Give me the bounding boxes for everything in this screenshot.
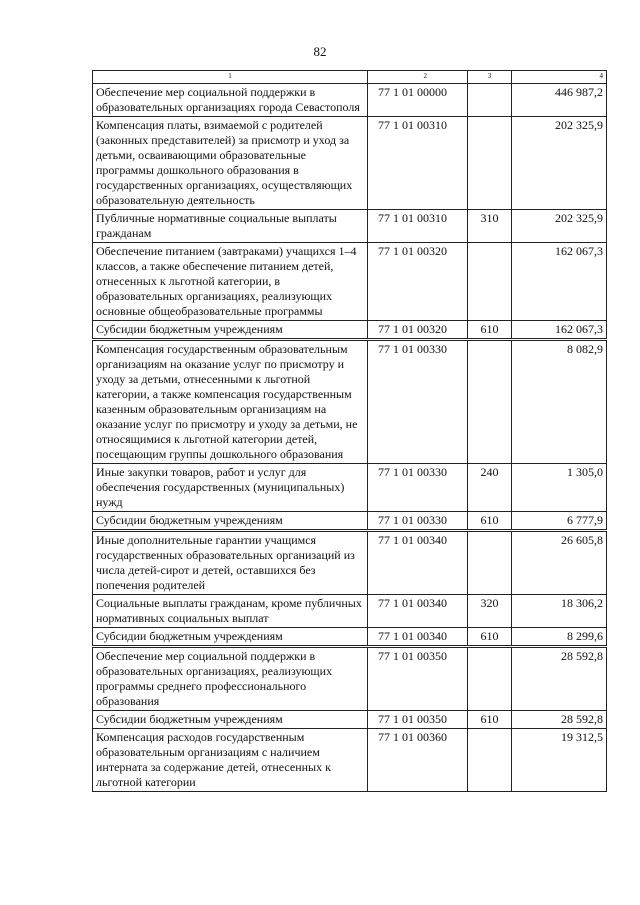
table-row	[93, 243, 607, 321]
row-name: Обеспечение мер социальной поддержки в образовательных организациях, реализующих программы среднего профессионального образования	[93, 647, 368, 711]
row-name: Субсидии бюджетным учреждениям	[93, 628, 368, 647]
row-code: 77 1 01 00360	[368, 729, 468, 792]
row-code: 77 1 01 00330	[368, 340, 468, 464]
table-row	[93, 464, 607, 512]
row-amount: 8 082,9	[512, 340, 607, 464]
budget-table	[92, 70, 607, 792]
row-name: Иные дополнительные гарантии учащимся государственных образовательных организаций из числа детей-сирот и детей, оставшихся без попечения родителей	[93, 531, 368, 595]
table-row	[93, 729, 607, 792]
row-type: 610	[468, 321, 512, 340]
header-col-3: 3	[468, 71, 512, 84]
row-amount: 1 305,0	[512, 464, 607, 512]
row-code: 77 1 01 00320	[368, 321, 468, 340]
row-amount: 162 067,3	[512, 321, 607, 340]
row-type: 240	[468, 464, 512, 512]
row-type	[468, 84, 512, 117]
row-name: Компенсация платы, взимаемой с родителей (законных представителей) за присмотр и уход за детьми, осваивающими образовательные программы дошкольного образования в государственных организациях, осуществляющих образовательную деятельность	[93, 117, 368, 210]
row-type: 610	[468, 512, 512, 531]
row-amount: 446 987,2	[512, 84, 607, 117]
row-name: Компенсация государственным образовательным организациям на оказание услуг по присмотру и уходу за детьми, отнесенными к льготной категории, а также компенсация государственным казенным образовательным организациям на оказание услуг по присмотру и уходу за детьми, не относящимися к льготной категории детей, посещающим группы дошкольного образования	[93, 340, 368, 464]
row-amount: 202 325,9	[512, 117, 607, 210]
row-type	[468, 647, 512, 711]
row-amount: 162 067,3	[512, 243, 607, 321]
header-col-1: 1	[93, 71, 368, 84]
row-name: Обеспечение питанием (завтраками) учащихся 1–4 классов, а также обеспечение питанием детей, отнесенных к льготной категории, в образовательных организациях, реализующих основные общеобразовательные программы	[93, 243, 368, 321]
table-row	[93, 628, 607, 647]
row-code: 77 1 01 00310	[368, 210, 468, 243]
table-row	[93, 531, 607, 595]
header-col-2: 2	[368, 71, 468, 84]
row-name: Субсидии бюджетным учреждениям	[93, 512, 368, 531]
row-name: Обеспечение мер социальной поддержки в образовательных организациях города Севастополя	[93, 84, 368, 117]
row-name: Социальные выплаты гражданам, кроме публичных нормативных социальных выплат	[93, 595, 368, 628]
row-name: Иные закупки товаров, работ и услуг для обеспечения государственных (муниципальных) нужд	[93, 464, 368, 512]
row-amount: 8 299,6	[512, 628, 607, 647]
row-code: 77 1 01 00340	[368, 628, 468, 647]
row-name: Субсидии бюджетным учреждениям	[93, 711, 368, 729]
table-row	[93, 711, 607, 729]
table-row	[93, 647, 607, 711]
row-amount: 6 777,9	[512, 512, 607, 531]
row-type	[468, 117, 512, 210]
row-code: 77 1 01 00330	[368, 512, 468, 531]
row-type	[468, 729, 512, 792]
table-row	[93, 321, 607, 340]
row-type: 320	[468, 595, 512, 628]
table-row	[93, 340, 607, 464]
row-type: 610	[468, 628, 512, 647]
row-code: 77 1 01 00340	[368, 595, 468, 628]
row-name: Публичные нормативные социальные выплаты гражданам	[93, 210, 368, 243]
row-name: Субсидии бюджетным учреждениям	[93, 321, 368, 340]
table-row	[93, 210, 607, 243]
table-header-row	[93, 71, 607, 84]
row-code: 77 1 01 00350	[368, 711, 468, 729]
page-number: 82	[313, 44, 327, 59]
row-code: 77 1 01 00000	[368, 84, 468, 117]
row-type: 310	[468, 210, 512, 243]
row-code: 77 1 01 00320	[368, 243, 468, 321]
table-row	[93, 595, 607, 628]
row-amount: 28 592,8	[512, 647, 607, 711]
header-col-4: 4	[512, 71, 607, 84]
row-code: 77 1 01 00350	[368, 647, 468, 711]
row-code: 77 1 01 00310	[368, 117, 468, 210]
row-code: 77 1 01 00340	[368, 531, 468, 595]
row-type	[468, 531, 512, 595]
row-name: Компенсация расходов государственным образовательным организациям с наличием интерната за содержание детей, отнесенных к льготной категории	[93, 729, 368, 792]
table-row	[93, 84, 607, 117]
row-amount: 19 312,5	[512, 729, 607, 792]
row-amount: 26 605,8	[512, 531, 607, 595]
table-row	[93, 512, 607, 531]
row-type	[468, 340, 512, 464]
table-row	[93, 117, 607, 210]
row-amount: 202 325,9	[512, 210, 607, 243]
row-code: 77 1 01 00330	[368, 464, 468, 512]
row-amount: 28 592,8	[512, 711, 607, 729]
row-type	[468, 243, 512, 321]
row-amount: 18 306,2	[512, 595, 607, 628]
row-type: 610	[468, 711, 512, 729]
